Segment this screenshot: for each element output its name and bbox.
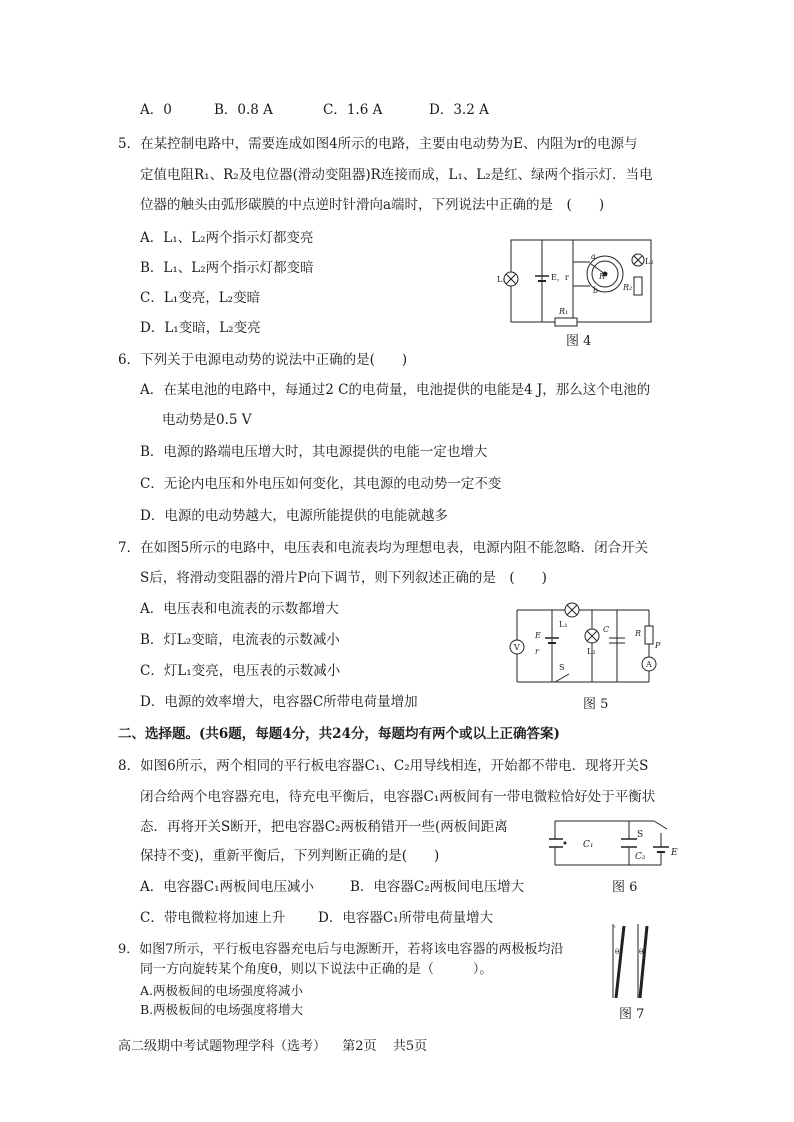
fig5-label-a: A [646, 660, 652, 669]
q5-option-c: C．L₁变亮，L₂变暗 [140, 290, 261, 306]
q7-option-a: A．电压表和电流表的示数都增大 [140, 601, 339, 617]
figure-5-caption: 图 5 [583, 697, 609, 712]
fig5-label-p: P [655, 641, 661, 650]
fig4-label-r2: R₂ [623, 283, 633, 292]
fig7-theta-right: θ [639, 948, 644, 956]
q5-option-d: D．L₁变暗，L₂变亮 [140, 320, 261, 336]
fig5-label-e: E [535, 631, 541, 640]
q6-option-a-line1: A．在某电池的电路中，每通过2 C的电荷量，电池提供的电能是4 J，那么这个电池的 [140, 382, 651, 398]
q4-option-c: C．1.6 A [323, 102, 383, 118]
q5-stem-line1: 5．在某控制电路中，需要连成如图4所示的电路，主要由电动势为E、内阻为r的电源与 [118, 136, 638, 152]
q8-stem-line4: 保持不变)，重新平衡后，下列判断正确的是( ) [140, 848, 440, 864]
q4-option-b: B．0.8 A [214, 102, 273, 118]
fig6-label-c2: C₂ [635, 852, 646, 862]
fig5-label-s: S [559, 663, 565, 672]
q8-options-row2 [140, 909, 493, 927]
fig4-label-r1: R₁ [559, 307, 569, 316]
figure-6-circuit [549, 813, 687, 873]
q8-stem-line2: 闭合给两个电容器充电，待充电平衡后，电容器C₁两板间有一带电微粒恰好处于平衡状 [140, 789, 656, 805]
q9-stem-line2: 同一方向旋转某个角度θ，则以下说法中正确的是（ ）。 [140, 962, 493, 977]
figure-4-circuit [495, 232, 665, 327]
q6-option-c: C．无论内电压和外电压如何变化，其电源的电动势一定不变 [140, 476, 502, 492]
q8-stem-line1: 8．如图6所示，两个相同的平行板电容器C₁、C₂用导线相连，开始都不带电．现将开关S [118, 758, 649, 774]
page-footer [118, 1035, 427, 1054]
q8-stem-line3: 态．再将开关S断开，把电容器C₂两板稍错开一些(两板间距离 [140, 819, 508, 835]
q9-stem-line1: 9．如图7所示，平行板电容器充电后与电源断开，若将该电容器的两极板均沿 [118, 942, 564, 957]
q8-option-a: A．电容器C₁两板间电压减小 [140, 879, 314, 895]
fig4-label-b: b [593, 286, 599, 295]
q7-option-d: D．电源的效率增大，电容器C所带电荷量增加 [140, 694, 418, 710]
q5-stem-line2: 定值电阻R₁、R₂及电位器(滑动变阻器)R连接而成，L₁、L₂是红、绿两个指示灯．当电 [140, 167, 653, 183]
figure-4-caption: 图 4 [566, 334, 592, 349]
fig6-label-s: S [637, 830, 644, 840]
q7-option-c: C．灯L₁变亮，电压表的示数减小 [140, 663, 341, 679]
fig5-label-l1: L₁ [559, 620, 568, 629]
q7-stem-line1: 7．在如图5所示的电路中，电压表和电流表均为理想电表，电源内阻不能忽略．闭合开关 [118, 540, 649, 556]
q6-option-b: B．电源的路端电压增大时，其电源提供的电能一定也增大 [140, 444, 488, 460]
fig5-label-r: r [535, 647, 539, 656]
fig5-label-v: V [514, 643, 520, 652]
footer-page-number: 第2页 [342, 1039, 377, 1054]
figure-5-circuit [497, 602, 669, 690]
q5-option-b: B．L₁、L₂两个指示灯都变暗 [140, 260, 314, 276]
fig5-label-c: C [603, 625, 610, 634]
q4-options [140, 101, 489, 119]
fig4-label-l2: L₂ [645, 257, 654, 266]
q6-option-d: D．电源的电动势越大，电源所能提供的电能就越多 [140, 508, 448, 524]
fig4-label-er: E，r [551, 273, 569, 282]
footer-total-pages: 共5页 [392, 1039, 428, 1054]
fig4-label-l1: L₁ [497, 275, 506, 284]
q9-option-b: B.两极板间的电场强度将增大 [140, 1002, 304, 1017]
q8-option-c: C．带电微粒将加速上升 [140, 910, 286, 926]
fig7-theta-left: θ [615, 948, 620, 956]
q5-option-a: A．L₁、L₂两个指示灯都变亮 [140, 230, 314, 246]
figure-7-caption: 图 7 [619, 1007, 645, 1022]
fig4-label-a: a [591, 252, 596, 261]
q8-option-d: D．电容器C₁所带电荷量增大 [318, 910, 494, 926]
q5-stem-line3: 位器的触头由弧形碳膜的中点逆时针滑向a端时，下列说法中正确的是 ( ) [140, 197, 605, 213]
fig4-label-r: R [599, 272, 606, 281]
q7-option-b: B．灯L₂变暗，电流表的示数减小 [140, 632, 340, 648]
figure-7-capacitor [603, 922, 653, 1002]
q6-stem: 6．下列关于电源电动势的说法中正确的是( ) [118, 352, 408, 368]
fig6-charged-particle [564, 842, 567, 845]
q9-option-a: A.两极板间的电场强度将减小 [140, 983, 304, 998]
figure-6-caption: 图 6 [612, 880, 638, 895]
section-2-heading: 二、选择题。(共6题，每题4分，共24分，每题均有两个或以上正确答案) [118, 726, 560, 742]
fig6-label-e: E [671, 848, 678, 858]
fig6-label-c1: C₁ [583, 840, 594, 850]
footer-exam-title: 高二级期中考试题物理学科（选考） [118, 1039, 327, 1054]
q7-stem-line2: S后，将滑动变阻器的滑片P向下调节，则下列叙述正确的是 ( ) [140, 570, 547, 586]
q4-option-a: A．0 [140, 102, 172, 118]
fig5-label-l2: L₂ [587, 647, 596, 656]
fig5-label-R: R [635, 629, 642, 638]
q8-option-b: B．电容器C₂两板间电压增大 [350, 879, 525, 895]
q6-option-a-line2: 电动势是0.5 V [162, 412, 252, 428]
q8-options-row1 [140, 878, 524, 896]
q4-option-d: D．3.2 A [429, 102, 489, 118]
